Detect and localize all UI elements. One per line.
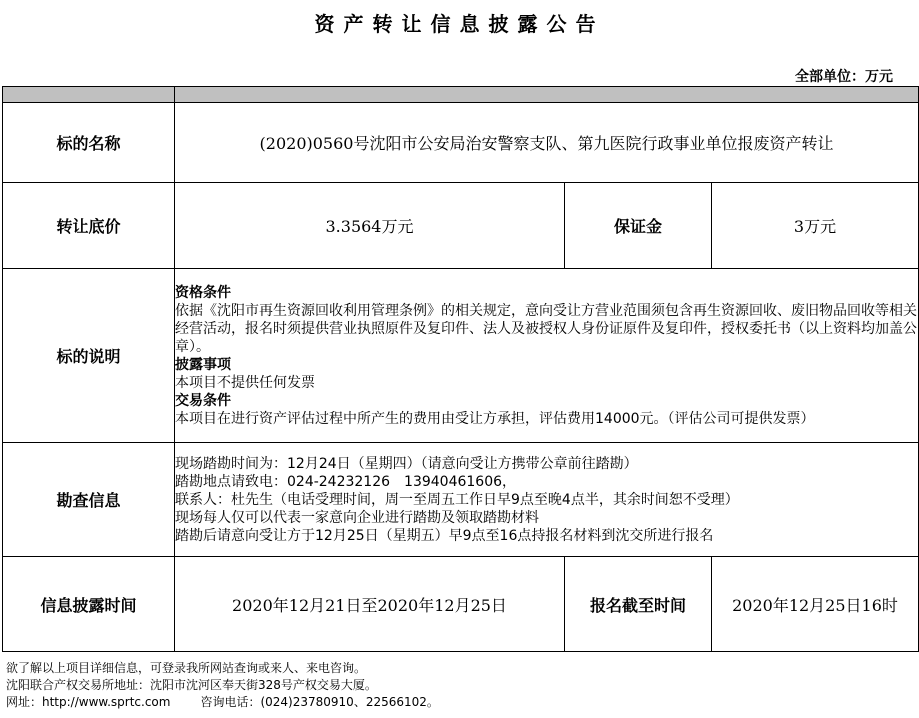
desc-content <box>175 269 919 443</box>
period-label: 信息披露时间 <box>3 557 175 652</box>
website-link[interactable]: 网址：http://www.sprtc.com <box>6 695 171 709</box>
inspection-line: 踏勘地点请致电：024-24232126 13940461606， <box>175 473 517 490</box>
deadline-label: 报名截至时间 <box>565 557 712 652</box>
inspection-line: 现场每人仅可以代表一家意向企业进行踏勘及领取踏勘材料 <box>175 509 539 526</box>
footer-line-2: 沈阳联合产权交易所地址：沈阳市沈河区奉天街328号产权交易大厦。 <box>6 678 377 692</box>
table-row <box>3 103 919 183</box>
table-row <box>3 443 919 557</box>
table-row <box>3 183 919 269</box>
footer-line-1: 欲了解以上项目详细信息，可登录我所网站查询或来人、来电咨询。 <box>6 661 367 675</box>
inspection-line: 联系人：杜先生（电话受理时间，周一至周五工作日早9点至晚4点半，其余时间恕不受理） <box>175 491 739 508</box>
table-header-bar <box>3 87 919 103</box>
deadline-value: 2020年12月25日16时 <box>712 557 919 652</box>
deposit-value: 3万元 <box>712 183 919 269</box>
announcement-table <box>2 86 919 652</box>
trade-text: 本项目在进行资产评估过程中所产生的费用由受让方承担，评估费用14000元。（评估公司可提供发票） <box>175 410 815 427</box>
footer <box>6 660 439 711</box>
page-title: 资产转让信息披露公告 <box>314 12 605 36</box>
name-label: 标的名称 <box>3 103 175 183</box>
disclosure-text: 本项目不提供任何发票 <box>175 374 315 391</box>
price-label: 转让底价 <box>3 183 175 269</box>
phone-info: 咨询电话：(024)23780910、22566102。 <box>200 695 439 709</box>
disclosure-title: 披露事项 <box>175 356 231 373</box>
inspection-line: 踏勘后请意向受让方于12月25日（星期五）早9点至16点持报名材料到沈交所进行报名 <box>175 527 714 544</box>
unit-label: 全部单位：万元 <box>795 69 893 85</box>
qual-text: 依据《沈阳市再生资源回收利用管理条例》的相关规定，意向受让方营业范围须包含再生资源回收、废旧物品回收等相关经营活动，报名时须提供营业执照原件及复印件、法人及被授权人身份证原件及复印件，授权委托书（以上资料均加盖公章）。 <box>175 302 917 355</box>
desc-label: 标的说明 <box>3 269 175 443</box>
inspection-content <box>175 443 919 557</box>
table-row <box>3 557 919 652</box>
table-row <box>3 269 919 443</box>
name-value: (2020)0560号沈阳市公安局治安警察支队、第九医院行政事业单位报废资产转让 <box>175 103 919 183</box>
inspection-line: 现场踏勘时间为：12月24日（星期四）（请意向受让方携带公章前往踏勘） <box>175 455 638 472</box>
price-value: 3.3564万元 <box>175 183 565 269</box>
deposit-label: 保证金 <box>565 183 712 269</box>
inspection-label: 勘查信息 <box>3 443 175 557</box>
trade-title: 交易条件 <box>175 392 231 409</box>
qual-title: 资格条件 <box>175 284 231 301</box>
period-value: 2020年12月21日至2020年12月25日 <box>175 557 565 652</box>
footer-line-3 <box>6 694 439 711</box>
